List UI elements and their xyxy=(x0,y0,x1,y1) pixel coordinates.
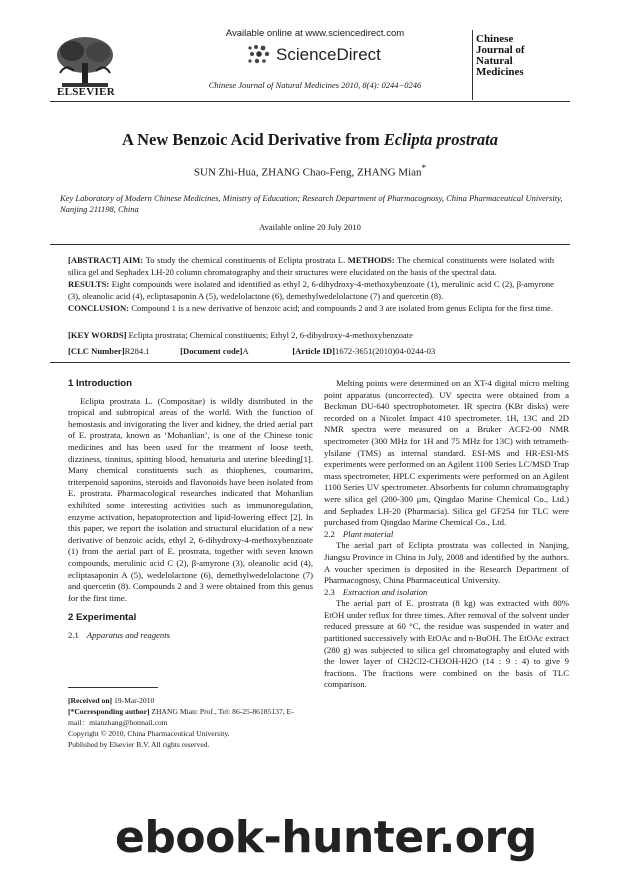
header-rule xyxy=(50,101,570,102)
journal-line: Medicines xyxy=(476,66,524,78)
subsection-heading xyxy=(68,630,313,642)
received-label: [Received on] xyxy=(68,696,113,705)
keywords xyxy=(68,329,554,341)
keywords-label: [KEY WORDS] xyxy=(68,330,127,340)
authors-text: SUN Zhi-Hua, ZHANG Chao-Feng, ZHANG Mian xyxy=(193,166,422,179)
abstract xyxy=(68,254,554,314)
sciencedirect-dots-icon xyxy=(246,44,272,66)
journal-line: Journal of xyxy=(476,44,525,56)
title-text: A New Benzoic Acid Derivative from xyxy=(122,130,384,149)
left-column xyxy=(68,378,313,641)
article-title xyxy=(40,130,580,150)
publisher-name: ELSEVIER xyxy=(56,86,116,98)
corresponding-label: [*Corresponding author] xyxy=(68,707,150,716)
journal-citation: Chinese Journal of Natural Medicines 2010, 8(4): 0244−0246 xyxy=(208,80,422,90)
conclusion-label: CONCLUSION: xyxy=(68,303,130,313)
articleid-value: 1672-3651(2010)04-0244-03 xyxy=(335,346,436,356)
conclusion-text: Compound 1 is a new derivative of benzoic acid; and compounds 2 and 3 are isolated from genus Eclipta for the first time. xyxy=(129,303,553,313)
corresponding-mark: * xyxy=(421,163,427,173)
available-online-date: Available online 20 July 2010 xyxy=(259,222,361,232)
corresponding-text: ZHANG Mian: Prof., Tel: 86-25-86185137, E-mail：mianzhang@hotmail.com xyxy=(68,707,294,727)
title-species: Eclipta prostrata xyxy=(383,130,498,149)
plant-material-paragraph: The aerial part of Eclipta prostrata was collected in Nanjing, Jiangsu Province in China in July, 2008 and identified by the authors. A voucher specimen is deposited in the Research Department of Pharmacognosy, China Pharmaceutical University. xyxy=(324,540,569,586)
copyright-line: Copyright © 2010, China Pharmaceutical University. xyxy=(68,729,230,738)
methods-text: The chemical constituents were isolated with silica gel and Sephadex LH-20 column chromatography and their structures were elucidated on the basis of the spectral data. xyxy=(68,255,555,277)
classification-line xyxy=(68,345,554,357)
journal-line: Chinese xyxy=(476,33,514,45)
aim-label: [ABSTRACT] AIM: xyxy=(68,255,144,265)
affiliation: Key Laboratory of Modern Chinese Medicines, Ministry of Education; Research Department of Pharmacognosy, China Pharmaceutical University, Nanjing 211198, China xyxy=(60,193,563,214)
subsection-heading xyxy=(324,587,569,599)
received-date: 19-Mar-2010 xyxy=(112,696,155,705)
results-label: RESULTS: xyxy=(68,279,110,289)
apparatus-paragraph: Melting points were determined on an XT-4 digital micro melting point apparatus (uncorrected). UV spectra were obtained from a Beckman DU-640 spectrophotometer. IR spectra (KBr disks) were recorded on a Nicolet Impact 410 spectrometer. 1H, 13C and 2D NMR spectra were measured on a Bruker ACF2-00 NMR spectrometer (300 MHz for 1H and 75 MHz for 13C) with tetrameth-ylsilane (TMS) as internal standard. ESI-MS and HR-ESI-MS experiments were performed on an Agilent 1100 Series LC/MSD Trap mass spectrometer. HPLC experiments were performed on an Agilent 1100 Series UV spectrometer. Absorbents for column chromatography were silica gel (200-300 μm, Qingdao Marine Chemical Co., Ltd.) and Sephadex LH-20 (Pharmacia). Silica gel GF254 for TLC were purchased from Qingdao Marine Chemical Co., Ltd. xyxy=(324,378,569,528)
published-line: Published by Elsevier B.V. All rights reserved. xyxy=(68,740,210,749)
doccode-label: [Document code] xyxy=(180,346,243,356)
journal-divider xyxy=(472,30,473,100)
aim-text: To study the chemical constituents of Eclipta prostrata L. xyxy=(143,255,346,265)
subsection-heading xyxy=(324,529,569,541)
keywords-text: Eclipta prostrata; Chemical constituents; Ethyl 2, 6-dihydroxy-4-methoxybenzoate xyxy=(126,330,413,340)
extraction-paragraph: The aerial part of E. prostrata (8 kg) was extracted with 80% EtOH under reflux for three times. After removal of the solvent under reduced pressure at 60 °C, the residue was suspended in water and partitioned successively with EtOAc and n-BuOH. The EtOAc extract (280 g) was subjected to silica gel chromatography and eluted with the lower layer of CH2Cl2-CH3OH-H2O (14 : 9 : 4) to give 9 fractions. The fractions were combined on the basis of TLC comparison. xyxy=(324,598,569,690)
footnote-rule xyxy=(68,687,158,688)
watermark-text: ebook-hunter.org xyxy=(115,812,537,863)
methods-label: METHODS: xyxy=(345,255,395,265)
section-heading: 2 Experimental xyxy=(68,612,137,624)
subsection-title: Plant material xyxy=(342,528,394,539)
subsection-title: Extraction and isolation xyxy=(342,586,428,597)
subsection-number: 2.1 xyxy=(68,629,79,640)
articleid-label: [Article ID] xyxy=(292,346,336,356)
clc-value: R284.1 xyxy=(124,346,150,356)
author-list xyxy=(40,163,580,179)
right-column xyxy=(324,378,569,691)
available-online-link[interactable]: Available online at www.sciencedirect.com xyxy=(225,28,405,39)
subsection-number: 2.3 xyxy=(324,586,335,597)
journal-title-block xyxy=(476,34,568,78)
results-text: Eight compounds were isolated and identified as ethyl 2, 6-dihydroxy-4-methoxybenzoate (1), merulinic acid C (2), β-amyrone (3), oleanolic acid (4), ecliptasaponin A (5), wedelolactone (6), demethylwedelolactone (7) and quercetin (8). xyxy=(68,279,554,301)
sciencedirect-wordmark: ScienceDirect xyxy=(276,45,381,64)
abstract-top-rule xyxy=(50,244,570,245)
journal-line: Natural xyxy=(476,55,513,67)
clc-label: [CLC Number] xyxy=(68,346,125,356)
section-heading: 1 Introduction xyxy=(68,378,132,389)
intro-paragraph: Eclipta prostrata L. (Compositae) is wildly distributed in the tropical and subtropical areas of the world. With the function of hemostasis and invigorating the liver and kidney, the dried aerial part of E. prostrata, known as ‘Mohanlian’, is one of the Chinese tonic medicines and has been used for the treatment of loose teeth, dizziness, tinnitus, spitting blood, hematuria and uterine bleeding[1]. Many chemical constituents such as thiophenes, coumarins, triterpenoid saponins, steroids and flavonoids have been isolated from E. prostrata. Pharmacological researches indicated that Mohanlian exhibited some interesting activities such as immunoregulation, enzyme activation, hepatoprotection and lipid-lowering effect [2]. In this paper, we report the isolation and structural elucidation of a new derivative of benzoic acids, ethyl 2, 6-dihydroxy-4-methoxybenzoate (1) from the aerial part of E. prostrata, together with seven known compounds, merulinic acid C (2), β-amyrone (3), oleanolic acid (4), ecliptasaponin A (5), wedelolactone (6), demethylwedelolactone (7) and quercetin (8). Compounds 2 and 3 were obtained from this genus for the first time. xyxy=(68,395,313,603)
subsection-number: 2.2 xyxy=(324,528,335,539)
abstract-bottom-rule xyxy=(50,362,570,363)
doccode-value: A xyxy=(242,346,249,356)
subsection-title: Apparatus and reagents xyxy=(86,629,171,640)
footnote xyxy=(68,695,313,750)
